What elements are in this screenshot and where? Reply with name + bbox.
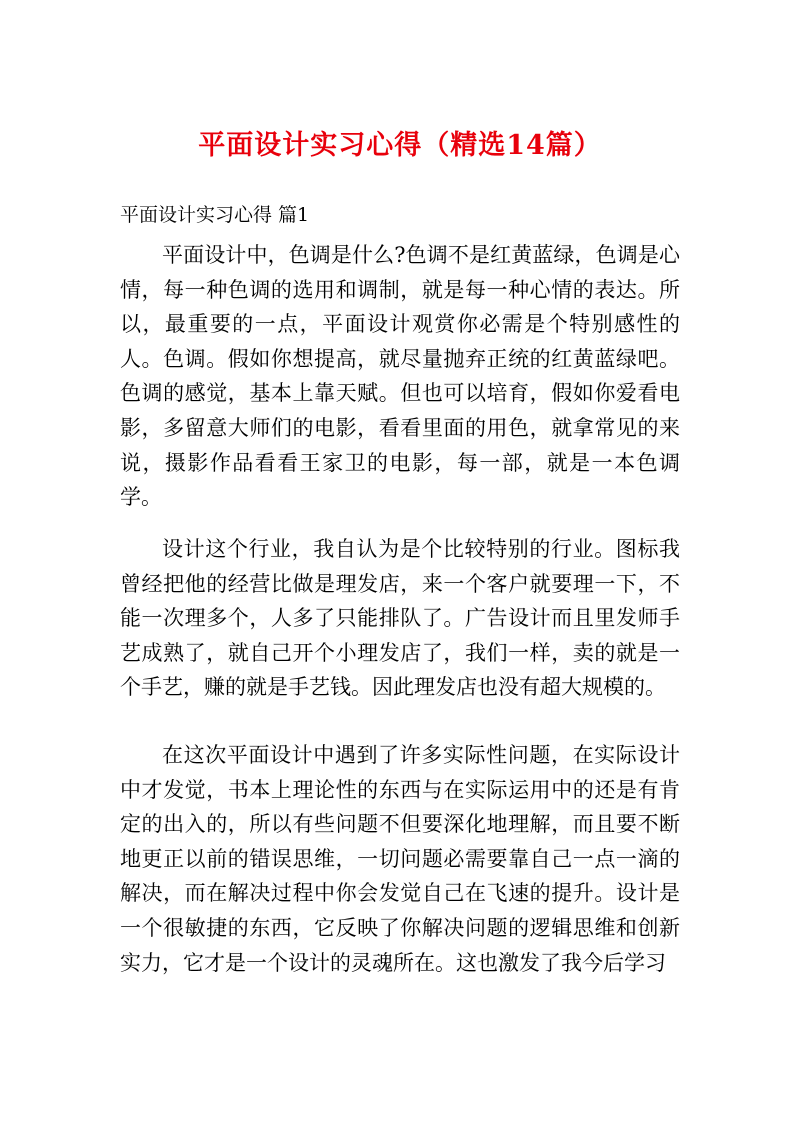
paragraph-1: 平面设计中，色调是什么?色调不是红黄蓝绿，色调是心情，每一种色调的选用和调制，就是每一种心情的表达。所以，最重要的一点，平面设计观赏你必需是个特别感性的人。色调。假如你想提高，就尽量抛弃正统的红黄蓝绿吧。色调的感觉，基本上靠天赋。但也可以培育，假如你爱看电影，多留意大师们的电影，看看里面的用色，就拿常见的来说，摄影作品看看王家卫的电影，每一部，就是一本色调学。: [120, 243, 680, 510]
section-heading: 平面设计实习心得 篇1: [120, 204, 310, 226]
document-title: 平面设计实习心得（精选14篇）: [198, 130, 602, 161]
paragraph-3: 在这次平面设计中遇到了许多实际性问题，在实际设计中才发觉，书本上理论性的东西与在实际运用中的还是有肯定的出入的，所以有些问题不但要深化地理解，而且要不断地更正以前的错误思维，一切问题必需要靠自己一点一滴的解决，而在解决过程中你会发觉自己在飞速的提升。设计是一个很敏捷的东西，它反映了你解决问题的逻辑思维和创新实力，它才是一个设计的灵魂所在。这也激发了我今后学习: [120, 743, 680, 975]
paragraph-2: 设计这个行业，我自认为是个比较特别的行业。图标我曾经把他的经营比做是理发店，来一个客户就要理一下，不能一次理多个，人多了只能排队了。广告设计而且里发师手艺成熟了，就自己开个小理发店了，我们一样，卖的就是一个手艺，赚的就是手艺钱。因此理发店也没有超大规模的。: [120, 537, 680, 700]
